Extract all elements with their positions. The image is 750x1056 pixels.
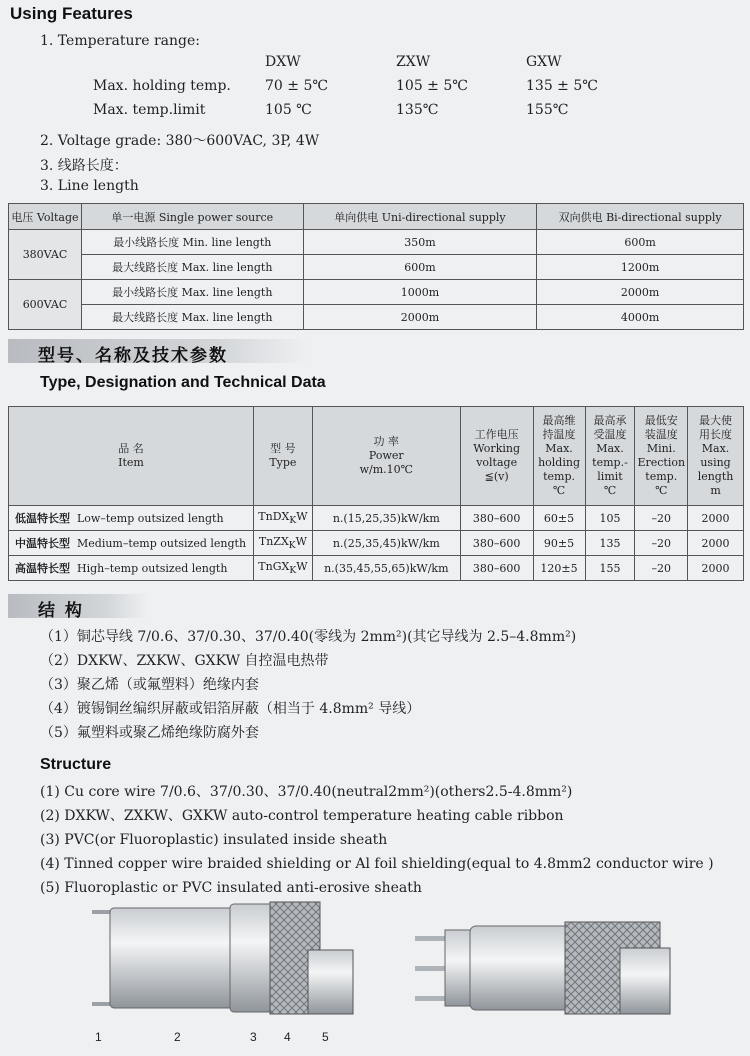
- voltage-cell: 380VAC: [9, 230, 82, 280]
- cable-diagram-flat: [80, 900, 360, 1020]
- erection-cell: –20: [635, 556, 688, 581]
- voltage-cell: 380–600: [460, 556, 533, 581]
- type-heading: Type, Designation and Technical Data: [40, 374, 326, 391]
- list-item: (4) Tinned copper wire braided shielding or Al foil shielding(equal to 4.8mm2 conductor wire ): [40, 856, 714, 872]
- power-cell: n.(35,45,55,65)kW/km: [312, 556, 460, 581]
- limit-cell: 105: [585, 506, 635, 531]
- type-subscript: K: [289, 515, 297, 527]
- table-row: [9, 280, 744, 305]
- table-cell: 2000m: [537, 280, 744, 305]
- table-cell: 最大线路长度 Max. line length: [81, 255, 303, 280]
- type-banner: [8, 339, 308, 366]
- header-cell: 电压 Voltage: [9, 204, 82, 230]
- table-row: [9, 305, 744, 330]
- list-item: (1) Cu core wire 7/0.6、37/0.30、37/0.40(neutral2mm²)(others2.5-4.8mm²): [40, 784, 573, 800]
- item-en: Medium–temp outsized length: [77, 537, 247, 550]
- callout-5: 5: [322, 1030, 329, 1044]
- value-cell: 70 ± 5℃: [265, 78, 329, 94]
- holding-cell: 90±5: [533, 531, 585, 556]
- power-cell: n.(25,35,45)kW/km: [312, 531, 460, 556]
- header-line: Max.: [596, 442, 624, 455]
- header-line: 用长度: [699, 428, 733, 441]
- type-cell: [253, 556, 312, 581]
- list-item: (3) PVC(or Fluoroplastic) insulated inside sheath: [40, 832, 388, 848]
- list-item: (2) DXKW、ZXKW、GXKW auto-control temperature heating cable ribbon: [40, 808, 564, 824]
- table-header-row: [9, 204, 744, 230]
- list-item: （4）镀锡铜丝编织屏蔽或铝箔屏蔽（相当于 4.8mm² 导线）: [40, 701, 421, 717]
- callout-3: 3: [250, 1030, 257, 1044]
- type-suffix: W: [296, 509, 308, 523]
- outer-sheath: [620, 948, 670, 1014]
- item-cell: [9, 506, 254, 531]
- structure-banner-title: 结 构: [38, 601, 84, 621]
- table-row: [9, 556, 744, 581]
- header-voltage: [460, 407, 533, 506]
- col-zxw: ZXW: [396, 54, 431, 70]
- header-erection: [635, 407, 688, 506]
- header-line: holding: [538, 456, 580, 469]
- table-cell: 1000m: [303, 280, 537, 305]
- header-line: 最大使: [699, 414, 733, 427]
- table-header-row: [9, 407, 744, 506]
- table-cell: 4000m: [537, 305, 744, 330]
- item-cn: 低温特长型: [15, 512, 70, 525]
- holding-cell: 60±5: [533, 506, 585, 531]
- header-power: [312, 407, 460, 506]
- temp-range-label: 1. Temperature range:: [40, 33, 200, 49]
- length-cell: 2000: [688, 531, 744, 556]
- holding-cell: 120±5: [533, 556, 585, 581]
- type-suffix: W: [296, 559, 308, 573]
- table-cell: 2000m: [303, 305, 537, 330]
- structure-list-cn: [40, 625, 576, 745]
- value-cell: 135 ± 5℃: [526, 78, 598, 94]
- structure-heading: Structure: [40, 756, 112, 773]
- heating-core: [470, 926, 570, 1010]
- voltage-cell: 380–600: [460, 506, 533, 531]
- limit-cell: 135: [585, 531, 635, 556]
- header-line: Type: [269, 456, 297, 469]
- list-item: （3）聚乙烯（或氟塑料）绝缘内套: [40, 677, 259, 693]
- list-item: (5) Fluoroplastic or PVC insulated anti-erosive sheath: [40, 880, 422, 896]
- power-cell: n.(15,25,35)kW/km: [312, 506, 460, 531]
- table-cell: 1200m: [537, 255, 744, 280]
- header-line: voltage: [476, 456, 518, 469]
- header-line: 工作电压: [474, 428, 519, 441]
- header-holding: [533, 407, 585, 506]
- voltage-cell: 600VAC: [9, 280, 82, 330]
- type-cell: [253, 531, 312, 556]
- value-cell: 155℃: [526, 102, 569, 118]
- value-cell: 105 ± 5℃: [396, 78, 468, 94]
- item-en: Low–temp outsized length: [77, 512, 224, 525]
- item-cn: 高温特长型: [15, 562, 70, 575]
- type-suffix: W: [295, 534, 307, 548]
- erection-cell: –20: [635, 506, 688, 531]
- header-line: Max.: [701, 442, 730, 455]
- item-cell: [9, 531, 254, 556]
- type-prefix: TnDX: [258, 509, 290, 523]
- length-cell: 2000: [688, 556, 744, 581]
- header-line: 最低安: [644, 414, 678, 427]
- header-line: ℃: [603, 484, 617, 497]
- heating-core: [110, 908, 250, 1008]
- cable-diagram-round: [415, 918, 675, 1018]
- header-line: 持温度: [542, 428, 576, 441]
- col-dxw: DXW: [265, 54, 301, 70]
- header-line: 受温度: [593, 428, 627, 441]
- callout-4: 4: [284, 1030, 291, 1044]
- header-line: 功 率: [373, 435, 400, 448]
- header-line: Working: [473, 442, 520, 455]
- callout-1: 1: [95, 1030, 102, 1044]
- list-item: （2）DXKW、ZXKW、GXKW 自控温电热带: [40, 653, 329, 669]
- header-line: Max.: [545, 442, 573, 455]
- table-row: [9, 531, 744, 556]
- col-gxw: GXW: [526, 54, 562, 70]
- table-cell: 最小线路长度 Max. line length: [81, 280, 303, 305]
- outer-sheath: [308, 950, 353, 1014]
- header-line: limit: [597, 470, 623, 483]
- list-item: （1）铜芯导线 7/0.6、37/0.30、37/0.40(零线为 2mm²)(其它导线为 2.5–4.8mm²): [40, 629, 577, 645]
- header-line: 最高承: [593, 414, 627, 427]
- line-length-cn: 3. 线路长度：: [40, 158, 128, 174]
- callout-2: 2: [174, 1030, 181, 1044]
- header-cell: 单向供电 Uni-directional supply: [303, 204, 537, 230]
- structure-list-en: [40, 780, 714, 900]
- row-label: Max. temp.limit: [93, 102, 206, 118]
- value-cell: 105 ℃: [265, 102, 312, 118]
- header-line: ≦(v): [484, 470, 509, 483]
- features-heading: Using Features: [10, 4, 133, 23]
- header-cell: 双向供电 Bi-directional supply: [537, 204, 744, 230]
- table-row: [9, 230, 744, 255]
- header-line: 最高维: [542, 414, 576, 427]
- tech-data-table: [8, 406, 744, 581]
- header-line: 品 名: [118, 442, 144, 455]
- header-limit: [585, 407, 635, 506]
- limit-cell: 155: [585, 556, 635, 581]
- structure-banner: [8, 594, 148, 621]
- header-line: length: [697, 470, 734, 483]
- type-subscript: K: [288, 540, 296, 552]
- header-line: Erection: [637, 456, 686, 469]
- header-line: 型 号: [270, 442, 296, 455]
- type-banner-title: 型号、名称及技术参数: [38, 346, 228, 366]
- row-label: Max. holding temp.: [93, 78, 231, 94]
- header-line: temp.-: [592, 456, 628, 469]
- voltage-grade: 2. Voltage grade: 380～600VAC, 3P, 4W: [40, 133, 320, 149]
- header-line: ℃: [655, 484, 668, 497]
- header-line: using: [700, 456, 731, 469]
- header-line: Power: [368, 449, 404, 462]
- header-line: temp.: [543, 470, 575, 483]
- table-row: [9, 506, 744, 531]
- header-type: [253, 407, 312, 506]
- header-line: 装温度: [644, 428, 678, 441]
- table-cell: 600m: [303, 255, 537, 280]
- list-item: （5）氟塑料或聚乙烯绝缘防腐外套: [40, 725, 259, 741]
- type-prefix: TnZX: [258, 534, 289, 548]
- value-cell: 135℃: [396, 102, 439, 118]
- header-length: [688, 407, 744, 506]
- line-length-table: [8, 203, 744, 330]
- table-cell: 350m: [303, 230, 537, 255]
- header-line: Mini.: [646, 442, 676, 455]
- item-en: High–temp outsized length: [77, 562, 228, 575]
- type-prefix: TnGX: [258, 559, 290, 573]
- length-cell: 2000: [688, 506, 744, 531]
- header-line: ℃: [552, 484, 566, 497]
- header-line: w/m.10℃: [359, 463, 413, 476]
- header-cell: 单一电源 Single power source: [81, 204, 303, 230]
- voltage-cell: 380–600: [460, 531, 533, 556]
- line-length-en: 3. Line length: [40, 178, 139, 194]
- item-cell: [9, 556, 254, 581]
- table-cell: 600m: [537, 230, 744, 255]
- table-row: [9, 255, 744, 280]
- header-line: temp.: [645, 470, 678, 483]
- type-cell: [253, 506, 312, 531]
- erection-cell: –20: [635, 531, 688, 556]
- type-subscript: K: [289, 565, 297, 577]
- item-cn: 中温特长型: [15, 537, 70, 550]
- table-cell: 最大线路长度 Max. line length: [81, 305, 303, 330]
- header-line: Item: [118, 456, 144, 469]
- header-line: m: [710, 484, 721, 497]
- table-cell: 最小线路长度 Min. line length: [81, 230, 303, 255]
- header-item: [9, 407, 254, 506]
